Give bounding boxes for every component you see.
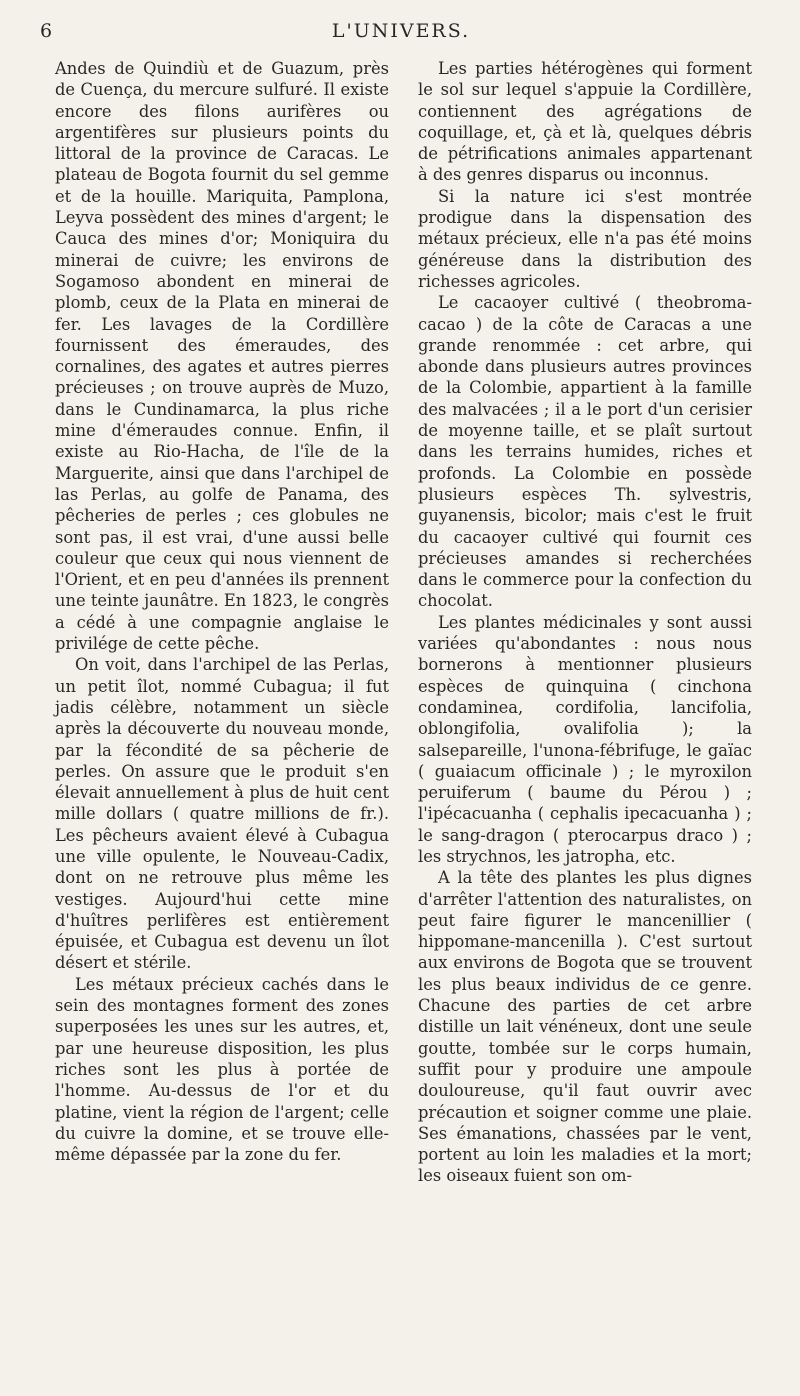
page-number: 6 <box>40 20 53 42</box>
paragraph: Les parties hétérogènes qui forment le sol sur lequel s'appuie la Cordillère, contiennent des agrégations de coquillage, et, çà et là, quelques débris de pétrifications animales appartenant à des genres disparus ou inconnus. <box>418 59 752 185</box>
paragraph: Le cacaoyer cultivé ( theobroma-cacao ) de la côte de Caracas a une grande renommée : cet arbre, qui abonde dans plusieurs autres provinces de la Colombie, appartient à la famille des malvacées ; il a le port d'un cerisier de moyenne taille, et se plaît surtout dans les terrains humides, riches et profonds. La Colombie en possède plusieurs espèces Th. sylvestris, guyanensis, bicolor; mais c'est le fruit du cacaoyer cultivé qui fournit ces précieuses amandes si recherchées dans le commerce pour la confection du chocolat. <box>418 293 752 611</box>
paragraph: Les plantes médicinales y sont aussi variées qu'abondantes : nous nous bornerons à mentionner plusieurs espèces de quinquina ( cinchona condaminea, cordifolia, lancifolia, oblongifolia, ovalifolia ); la salsepareille, l'unona-fébrifuge, le gaïac ( guaiacum officinale ) ; le myroxilon peruiferum ( baume du Pérou ) ; l'ipécacuanha ( cephalis ipecacuanha ) ; le sang-dragon ( pterocarpus draco ) ; les strychnos, les jatropha, etc. <box>418 612 752 866</box>
paragraph: Andes de Quindiù et de Guazum, près de Cuença, du mercure sulfuré. Il existe encore des filons aurifères ou argentifères sur plusieurs points du littoral de la province de Caracas. Le plateau de Bogota fournit du sel gemme et de la houille. Mariquita, Pamplona, Leyva possèdent des mines d'argent; le Cauca des mines d'or; Moniquira du minerai de cuivre; les environs de Sogamoso abondent en minerai de plomb, ceux de la Plata en minerai de fer. Les lavages de la Cordillère fournissent des émeraudes, des cornalines, des agates et autres pierres précieuses ; on trouve auprès de Muzo, dans le Cundinamarca, la plus riche mine d'émeraudes connue. Enfin, il existe au Rio-Hacha, de l'île de la Marguerite, ainsi que dans l'archipel de las Perlas, au golfe de Panama, des pêcheries de perles ; ces globules ne sont pas, il est vrai, d'une aussi belle couleur que ceux qui nous viennent de l'Orient, et en peu d'années ils prennent une teinte jaunâtre. En 1823, le congrès a cédé à une compagnie anglaise le privilége de cette pêche. <box>55 59 389 654</box>
running-title: L'UNIVERS. <box>331 20 471 42</box>
paragraph: Si la nature ici s'est montrée prodigue dans la dispensation des métaux précieux, elle n'a pas été moins généreuse dans la distribution des richesses agricoles. <box>418 186 752 291</box>
page-header <box>40 20 762 46</box>
right-column <box>418 58 752 1187</box>
paragraph: On voit, dans l'archipel de las Perlas, un petit îlot, nommé Cubagua; il fut jadis célèbre, notamment un siècle après la découverte du nouveau monde, par la fécondité de sa pêcherie de perles. On assure que le produit s'en élevait annuellement à plus de huit cent mille dollars ( quatre millions de fr.). Les pêcheurs avaient élevé à Cubagua une ville opulente, le Nouveau-Cadix, dont on ne retrouve plus même les vestiges. Aujourd'hui cette mine d'huîtres perlifères est entièrement épuisée, et Cubagua est devenu un îlot désert et stérile. <box>55 655 389 973</box>
left-column <box>55 58 389 1165</box>
paragraph: A la tête des plantes les plus dignes d'arrêter l'attention des naturalistes, on peut faire figurer le mancenillier ( hippomane-mancenilla ). C'est surtout aux environs de Bogota que se trouvent les plus beaux individus de ce genre. Chacune des parties de cet arbre distille un lait vénéneux, dont une seule goutte, tombée sur le corps humain, suffit pour y produire une ampoule douloureuse, qu'il faut ouvrir avec précaution et soigner comme une plaie. Ses émanations, chassées par le vent, portent au loin les maladies et la mort; les oiseaux fuient son om- <box>418 868 752 1186</box>
paragraph: Les métaux précieux cachés dans le sein des montagnes forment des zones superposées les unes sur les autres, et, par une heureuse disposition, les plus riches sont les plus à portée de l'homme. Au-dessus de l'or et du platine, vient la région de l'argent; celle du cuivre la domine, et se trouve elle-même dépassée par la zone du fer. <box>55 974 389 1165</box>
